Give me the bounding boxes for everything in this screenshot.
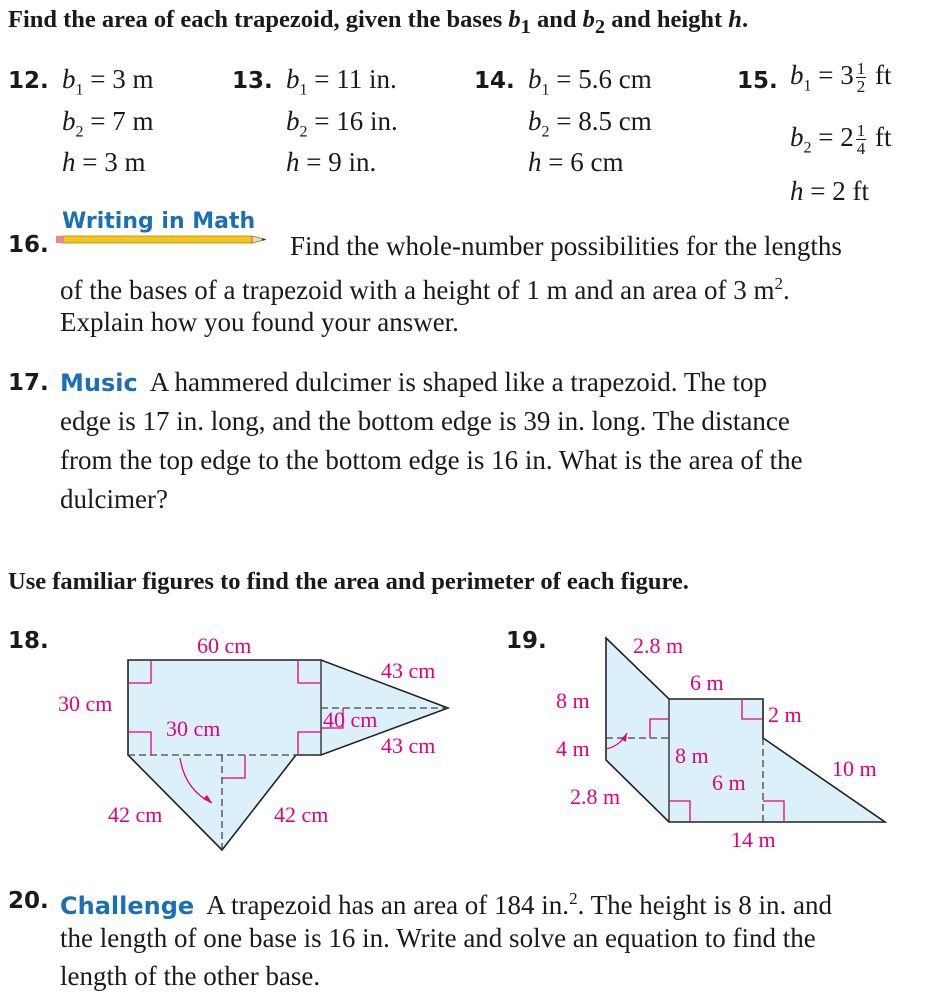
problem-15-h: h = 2 ft [790, 176, 869, 206]
writing-in-math-label: Writing in Math [62, 209, 256, 234]
figure-19-number: 19. [506, 628, 547, 654]
sub-2: 2 [594, 15, 606, 38]
problem-13-h: h = 9 in. [286, 147, 377, 177]
music-label: Music [60, 369, 138, 397]
problem-14-b1: $b_1 = 5.6$ cm [528, 64, 652, 99]
section-heading-familiar-figures: Use familiar figures to find the area and perimeter of each figure. [8, 568, 689, 595]
problem-12-h: h = 3 m [62, 147, 146, 177]
sub-1: 1 [520, 15, 531, 38]
problem-17-line-2: edge is 17 in. long, and the bottom edge is 39 in. long. The distance [60, 406, 790, 436]
problem-13-b2: $b_2 = 16$ in. [286, 106, 398, 141]
fig18-label-pent-left: 42 cm [108, 802, 163, 827]
var-h: h [728, 6, 742, 33]
fig19-label-inner-6: 6 m [712, 770, 746, 795]
heading-and: and [530, 6, 583, 33]
heading-end: . [741, 6, 749, 33]
fig19-label-hyp: 10 m [832, 756, 877, 781]
fraction-one-half: $\frac{1}{2}$ [856, 59, 866, 97]
problem-20-line-1: Challenge A trapezoid has an area of 184 in.$^2$. The height is 8 in. and [60, 889, 833, 920]
problem-16-line-2: of the bases of a trapezoid with a height of 1 m and an area of 3 $m^2$. [60, 274, 790, 305]
problem-17-line-4: dulcimer? [60, 484, 168, 514]
problem-20-line-2: the length of one base is 16 in. Write and solve an equation to find the [60, 923, 816, 953]
fig18-label-top: 60 cm [197, 633, 252, 658]
heading-text: Find the area of each trapezoid, given the bases [8, 6, 509, 33]
fig19-label-top-mid: 6 m [690, 670, 724, 695]
problem-20-line-3: length of the other base. [60, 961, 321, 991]
problem-14-number: 14. [474, 68, 515, 94]
problem-16-line-1: Find the whole-number possibilities for the lengths [290, 231, 842, 261]
challenge-label: Challenge [60, 892, 195, 920]
problem-15-b1: $b_1 = 3$ $\frac{1}{2}$ ft [790, 59, 892, 97]
problem-12-b1: $b_1 = 3$ m [62, 64, 154, 99]
fig18-label-tri-height: 40 cm [323, 707, 378, 732]
problem-13-b1: $b_1 = 11$ in. [286, 64, 397, 99]
problem-15-b2: $b_2 = 2$ $\frac{1}{4}$ ft [790, 121, 892, 159]
figure-18-number: 18. [8, 628, 49, 654]
fig18-label-tri-lower: 43 cm [381, 733, 436, 758]
heading-post: and height [605, 6, 729, 33]
fig19-label-right-2: 2 m [768, 702, 802, 727]
problem-12-b2: $b_2 = 7$ m [62, 106, 154, 141]
fig19-label-left-8: 8 m [556, 688, 590, 713]
fig18-label-pent-right: 42 cm [274, 802, 329, 827]
fig19-label-inner-8: 8 m [675, 743, 709, 768]
fig19-label-slant-top: 2.8 m [633, 633, 684, 658]
problem-13-number: 13. [232, 68, 273, 94]
fig19-label-bottom: 14 m [731, 827, 776, 852]
problem-14-b2: $b_2 = 8.5$ cm [528, 106, 652, 141]
fig19-label-slant-bot: 2.8 m [570, 784, 621, 809]
figure-19 [556, 633, 885, 852]
figure-18 [58, 633, 448, 850]
fig18-label-tri-upper: 43 cm [381, 658, 436, 683]
problem-17-number: 17. [8, 370, 49, 396]
fraction-one-fourth: $\frac{1}{4}$ [856, 121, 866, 159]
var-b1: b [508, 6, 521, 33]
problem-16-line-3: Explain how you found your answer. [60, 307, 459, 337]
problem-17-line-3: from the top edge to the bottom edge is 16 in. What is the area of the [60, 445, 803, 475]
fig18-label-inner: 30 cm [166, 716, 221, 741]
var-b2: b [582, 6, 595, 33]
problem-14-h: h = 6 cm [528, 147, 624, 177]
problem-17-line-1: Music A hammered dulcimer is shaped like a trapezoid. The top [60, 367, 768, 397]
problem-20-number: 20. [8, 888, 49, 914]
fig19-label-left-4: 4 m [556, 736, 590, 761]
problem-12-number: 12. [8, 68, 49, 94]
problem-16-number: 16. [8, 232, 49, 258]
problem-15-number: 15. [737, 68, 778, 94]
fig18-label-left: 30 cm [58, 691, 113, 716]
